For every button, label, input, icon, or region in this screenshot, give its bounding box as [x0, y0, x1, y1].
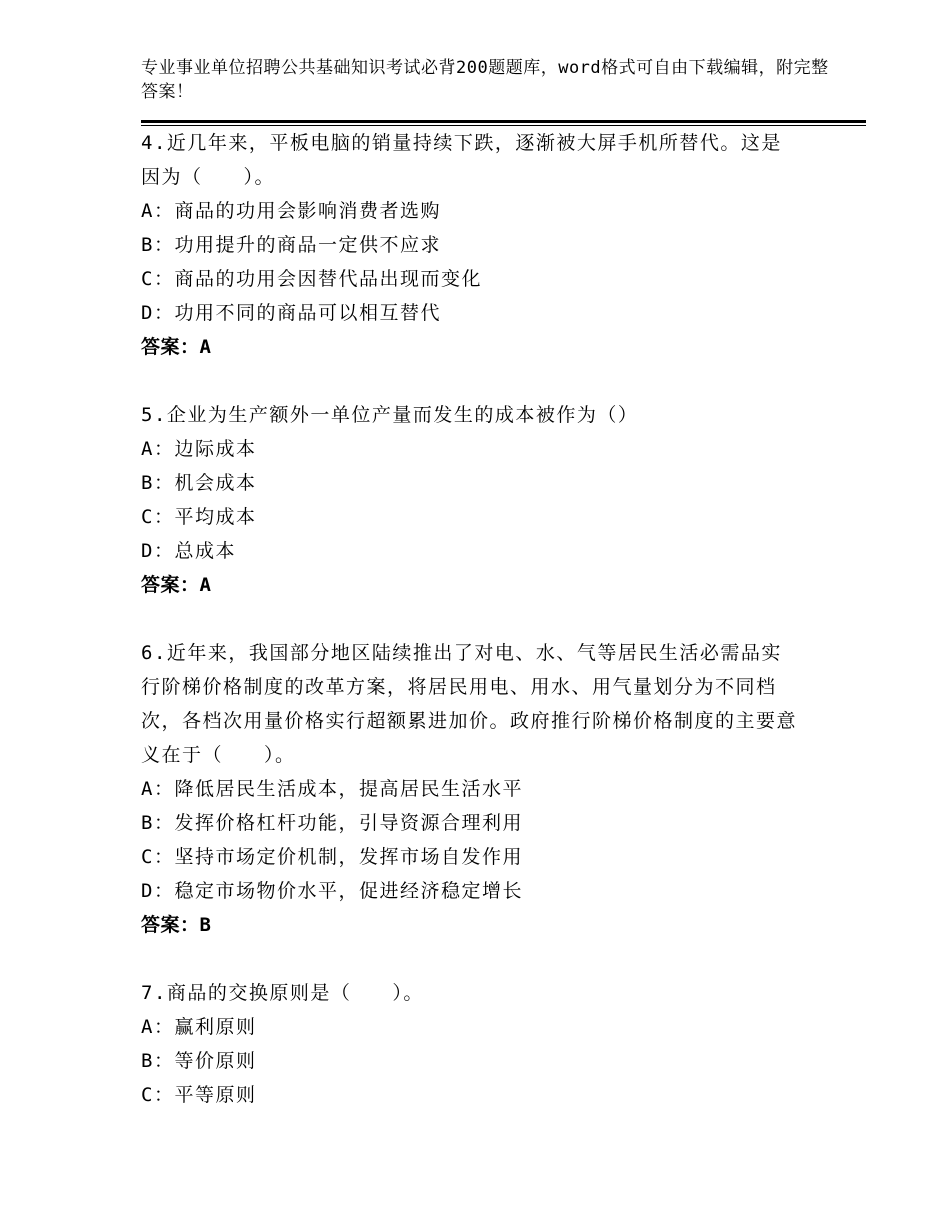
question-4 [141, 126, 801, 364]
option-b: B：功用提升的商品一定供不应求 [141, 234, 441, 256]
question-5 [141, 398, 801, 602]
option-b: B：等价原则 [141, 1050, 257, 1072]
document-header: 专业事业单位招聘公共基础知识考试必背200题题库，word格式可自由下载编辑，附完整答案！ [141, 58, 829, 102]
question-spacer [141, 602, 801, 636]
option-d: D：功用不同的商品可以相互替代 [141, 302, 441, 324]
answer: 答案：B [141, 914, 212, 936]
option-c: C：平均成本 [141, 506, 257, 528]
option-c: C：平等原则 [141, 1084, 257, 1106]
answer: 答案：A [141, 336, 212, 358]
option-a: A：降低居民生活成本，提高居民生活水平 [141, 778, 523, 800]
question-stem: 4.近几年来，平板电脑的销量持续下跌，逐渐被大屏手机所替代。这是因为（ ）。 [141, 132, 782, 188]
option-d: D：稳定市场物价水平，促进经济稳定增长 [141, 880, 523, 902]
question-stem: 7.商品的交换原则是（ ）。 [141, 982, 424, 1004]
option-a: A：边际成本 [141, 438, 257, 460]
question-stem: 5.企业为生产额外一单位产量而发生的成本被作为（） [141, 404, 639, 426]
option-b: B：机会成本 [141, 472, 257, 494]
option-c: C：坚持市场定价机制，发挥市场自发作用 [141, 846, 523, 868]
option-c: C：商品的功用会因替代品出现而变化 [141, 268, 482, 290]
question-spacer [141, 942, 801, 976]
answer: 答案：A [141, 574, 212, 596]
question-list [141, 126, 801, 1112]
question-stem: 6.近年来，我国部分地区陆续推出了对电、水、气等居民生活必需品实行阶梯价格制度的改革方案，将居民用电、用水、用气量划分为不同档次，各档次用量价格实行超额累进加价。政府推行阶梯价格制度的主要意义在于（ ）。 [141, 642, 798, 766]
option-a: A：赢利原则 [141, 1016, 257, 1038]
question-7 [141, 976, 801, 1112]
option-b: B：发挥价格杠杆功能，引导资源合理利用 [141, 812, 523, 834]
option-a: A：商品的功用会影响消费者选购 [141, 200, 441, 222]
question-6 [141, 636, 801, 942]
question-spacer [141, 364, 801, 398]
header-divider-thick [141, 120, 866, 123]
option-d: D：总成本 [141, 540, 236, 562]
